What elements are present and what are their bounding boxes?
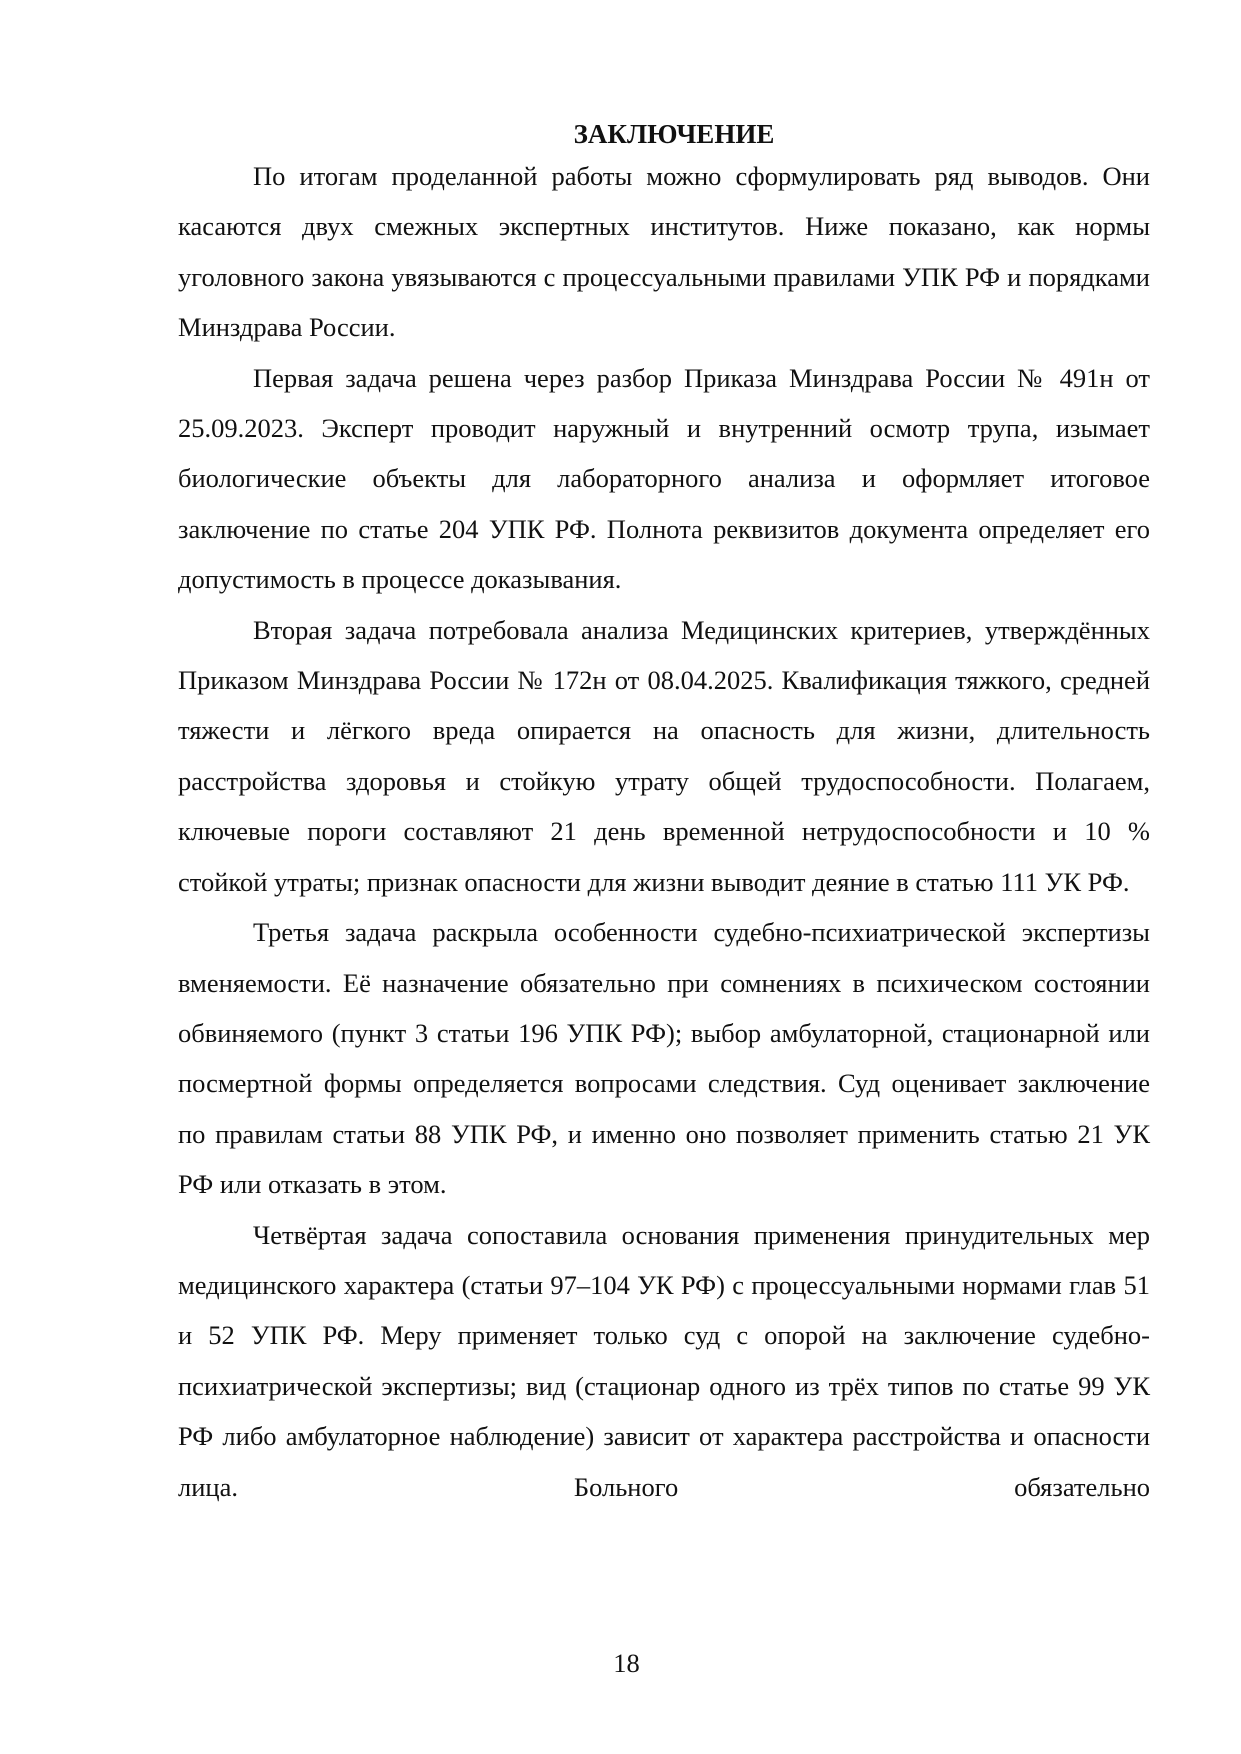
- paragraph-task-1: Первая задача решена через разбор Приказа Минздрава России № 491н от 25.09.2023. Эксперт проводит наружный и внутренний осмотр трупа, изымает биологические объекты для лабораторного анализа и оформляет итоговое заключение по статье 204 УПК РФ. Полнота реквизитов документа определяет его допустимость в процессе доказывания.: [178, 362, 1150, 595]
- paragraph-task-4: Четвёртая задача сопоставила основания применения принудительных мер медицинского характера (статьи 97–104 УК РФ) с процессуальными нормами глав 51 и 52 УПК РФ. Меру применяет только суд с опорой на заключение судебно-психиатрической экспертизы; вид (стационар одного из трёх типов по статье 99 УК РФ либо амбулаторное наблюдение) зависит от характера расстройства и опасности лица. Больного обязательно: [178, 1219, 1150, 1502]
- paragraph-task-3: Третья задача раскрыла особенности судебно-психиатрической экспертизы вменяемости. Её назначение обязательно при сомнениях в психическом состоянии обвиняемого (пункт 3 статьи 196 УПК РФ); выбор амбулаторной, стационарной или посмертной формы определяется вопросами следствия. Суд оценивает заключение по правилам статьи 88 УПК РФ, и именно оно позволяет применить статью 21 УК РФ или отказать в этом.: [178, 917, 1150, 1200]
- page-number: 18: [613, 1648, 640, 1678]
- paragraph-task-2: Вторая задача потребовала анализа Медицинских критериев, утверждённых Приказом Минздрава России № 172н от 08.04.2025. Квалификация тяжкого, средней тяжести и лёгкого вреда опирается на опасность для жизни, длительность расстройства здоровья и стойкую утрату общей трудоспособности. Полагаем, ключевые пороги составляют 21 день временной нетрудоспособности и 10 % стойкой утраты; признак опасности для жизни выводит деяние в статью 111 УК РФ.: [178, 614, 1150, 897]
- section-heading: ЗАКЛЮЧЕНИЕ: [573, 119, 775, 149]
- document-body: [178, 117, 1150, 1512]
- paragraph-intro: По итогам проделанной работы можно сформулировать ряд выводов. Они касаются двух смежных экспертных институтов. Ниже показано, как нормы уголовного закона увязываются с процессуальными правилами УПК РФ и порядками Минздрава России.: [178, 161, 1150, 343]
